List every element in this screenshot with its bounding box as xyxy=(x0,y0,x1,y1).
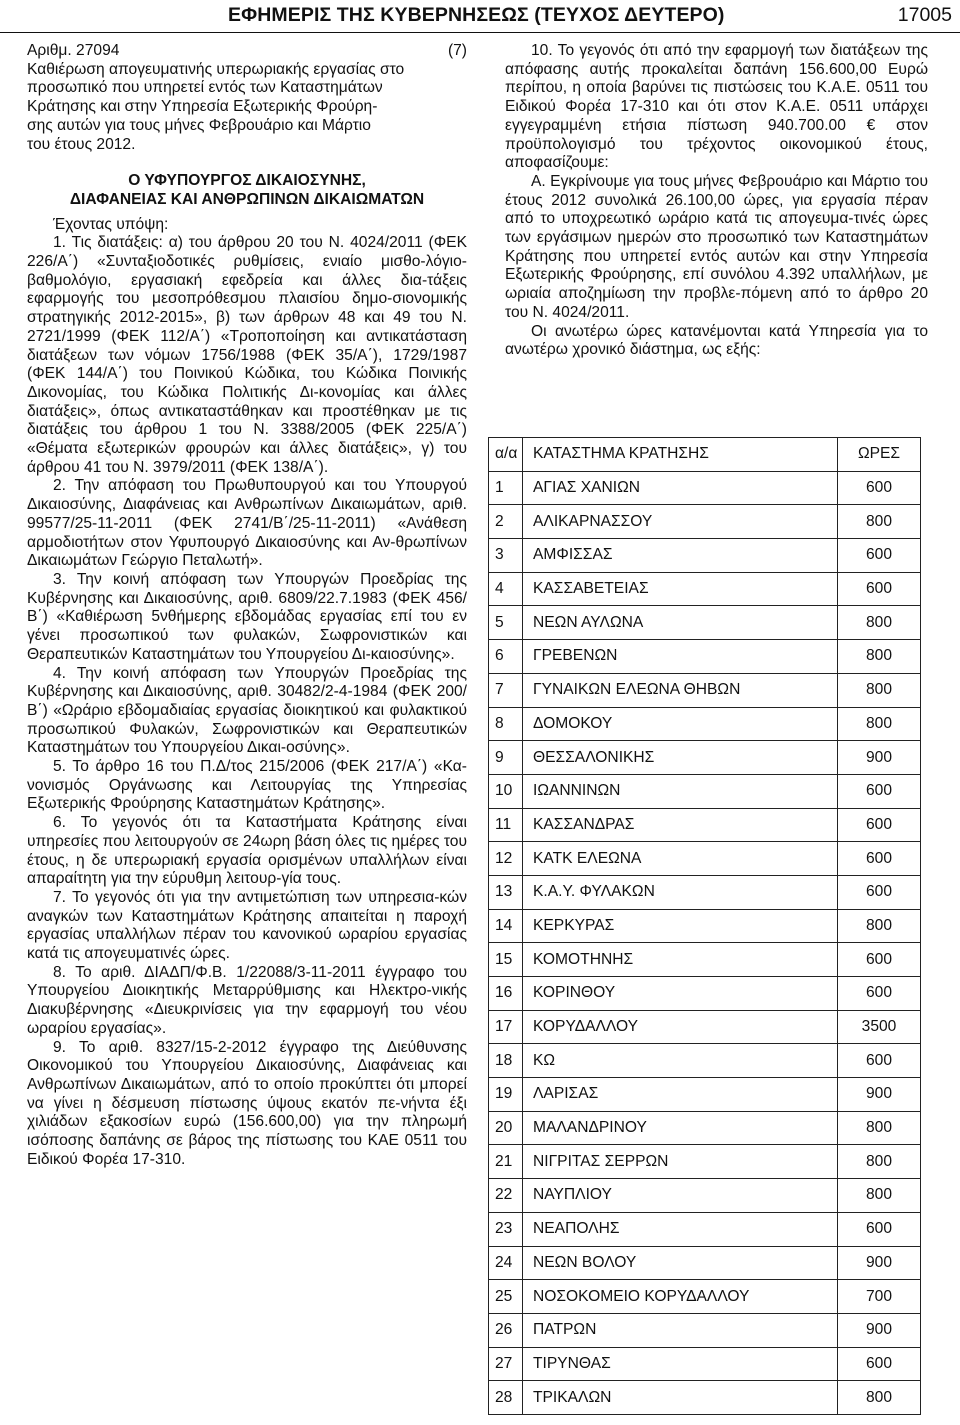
title-line: σης αυτών για τους μήνες Φεβρουάριο και Μάρτιο xyxy=(27,116,371,134)
title-line: του έτους 2012. xyxy=(27,135,136,153)
row-index-cell: 26 xyxy=(489,1313,523,1347)
decision-ref: (7) xyxy=(447,42,467,59)
table-row xyxy=(489,673,921,707)
paragraph: Οι ανωτέρω ώρες κατανέμονται κατά Υπηρεσία για το ανωτέρω χρονικό διάστημα, ως εξής: xyxy=(505,322,928,359)
detention-hours-table xyxy=(488,437,921,1415)
title-line: προσωπικό που υπηρετεί εντός των Καταστημάτων xyxy=(27,79,383,97)
row-hours-cell: 600 xyxy=(838,808,921,842)
table-row xyxy=(489,875,921,909)
table-row xyxy=(489,1044,921,1078)
table-row xyxy=(489,1246,921,1280)
table-row xyxy=(489,741,921,775)
table-row xyxy=(489,606,921,640)
row-hours-cell: 900 xyxy=(838,741,921,775)
row-index-cell: 17 xyxy=(489,1010,523,1044)
left-column xyxy=(27,42,467,1169)
decision-heading xyxy=(27,42,467,61)
row-index-cell: 9 xyxy=(489,741,523,775)
row-store-cell: ΑΓΙΑΣ ΧΑΝΙΩΝ xyxy=(523,471,838,505)
row-hours-cell: 800 xyxy=(838,1381,921,1415)
table-row xyxy=(489,774,921,808)
gazette-title: ΕΦΗΜΕΡΙΣ ΤΗΣ ΚΥΒΕΡΝΗΣΕΩΣ (ΤΕΥΧΟΣ ΔΕΥΤΕΡΟ) xyxy=(228,4,725,26)
paragraph: 6. Το γεγονός ότι τα Καταστήματα Κράτησης είναι υπηρεσίες που λειτουργούν σε 24ωρη βάση όλες τις ημέρες του έτους, η δε υπερωριακή εργασία ορισμένων υπαλλήλων είναι απαραίτητη για την εύρυθμη λειτουρ-γία τους. xyxy=(27,814,467,888)
row-index-cell: 2 xyxy=(489,505,523,539)
table-row xyxy=(489,1313,921,1347)
paragraph: 5. Το άρθρο 16 του Π.Δ/τος 215/2006 (ΦΕΚ 217/Α΄) «Κα-νονισμός Οργάνωσης και Λειτουργίας της Υπηρεσίας Εξωτερικής Φρούρησης Καταστημάτων Κράτησης». xyxy=(27,758,467,813)
row-index-cell: 14 xyxy=(489,909,523,943)
row-hours-cell: 800 xyxy=(838,640,921,674)
row-index-cell: 21 xyxy=(489,1145,523,1179)
row-hours-cell: 600 xyxy=(838,539,921,573)
row-index-cell: 15 xyxy=(489,943,523,977)
table-row xyxy=(489,1280,921,1314)
table-row xyxy=(489,808,921,842)
row-hours-cell: 600 xyxy=(838,572,921,606)
title-line: Καθιέρωση απογευματινής υπερωριακής εργασίας στο xyxy=(27,60,405,78)
paragraph: 3. Την κοινή απόφαση των Υπουργών Προεδρίας της Κυβέρνησης και Δικαιοσύνης, αριθ. 6809/22.7.1983 (ΦΕΚ 456/Β΄) «Καθιέρωση 5νθήμερης εβδομάδας εργασίας επί του εν γένει προσωπικού των φυλακών, Σωφρονιστικών και Θεραπευτικών Καταστημάτων του Υπουργείου Δι-καιοσύνης». xyxy=(27,570,467,663)
title-line: Κράτησης και στην Υπηρεσία Εξωτερικής Φρούρη- xyxy=(27,98,378,116)
row-hours-cell: 800 xyxy=(838,673,921,707)
row-store-cell: ΚΩ xyxy=(523,1044,838,1078)
page-header xyxy=(0,0,960,31)
row-hours-cell: 600 xyxy=(838,842,921,876)
row-store-cell: ΝΟΣΟΚΟΜΕΙΟ ΚΟΡΥΔΑΛΛΟΥ xyxy=(523,1280,838,1314)
row-store-cell: ΓΥΝΑΙΚΩΝ ΕΛΕΩΝΑ ΘΗΒΩΝ xyxy=(523,673,838,707)
row-store-cell: ΤΙΡΥΝΘΑΣ xyxy=(523,1347,838,1381)
row-hours-cell: 800 xyxy=(838,1179,921,1213)
row-hours-cell: 800 xyxy=(838,1145,921,1179)
table-row xyxy=(489,1212,921,1246)
row-store-cell: ΓΡΕΒΕΝΩΝ xyxy=(523,640,838,674)
row-index-cell: 12 xyxy=(489,842,523,876)
table-row xyxy=(489,1145,921,1179)
row-index-cell: 7 xyxy=(489,673,523,707)
row-index-cell: 19 xyxy=(489,1078,523,1112)
row-index-cell: 24 xyxy=(489,1246,523,1280)
table-row xyxy=(489,1010,921,1044)
table-row xyxy=(489,471,921,505)
row-store-cell: ΝΕΑΠΟΛΗΣ xyxy=(523,1212,838,1246)
row-store-cell: ΠΑΤΡΩΝ xyxy=(523,1313,838,1347)
row-hours-cell: 700 xyxy=(838,1280,921,1314)
row-index-cell: 20 xyxy=(489,1111,523,1145)
paragraph: 1. Τις διατάξεις: α) του άρθρου 20 του Ν. 4024/2011 (ΦΕΚ 226/Α΄) «Συνταξιοδοτικές ρυθμίσεις, ενιαίο μισθο-λόγιο-βαθμολόγιο, εργασιακή εφεδρεία και άλλες δια-τάξεις εφαρμογής του μεσοπρόθεσμου πλαισίου δημο-σιονομικής στρατηγικής 2012-2015», β) των άρθρων 48 και 49 του Ν. 2721/1999 (ΦΕΚ 112/Α΄) «Τροποποίηση και αντικατάσταση διατάξεων των νόμων 1756/1988 (ΦΕΚ 35/Α΄), 1729/1987 (ΦΕΚ 144/Α΄) του Ποινικού Κώδικα, του Κώδικα Ποινικής Δικονομίας, του Κώδικα Πολιτικής Δι-κονομίας και άλλες διατάξεις», όπως αντικαταστάθηκαν και προστέθηκαν με τις διατάξεις του άρθρου 1 του Ν. 3388/2005 (ΦΕΚ 225/Α΄) «Θέματα εξωτερικών φρουρών και άλλες διατάξεις», γ) του άρθρου 41 του Ν. 3979/2011 (ΦΕΚ 138/Α΄). xyxy=(27,234,467,476)
table-row xyxy=(489,1347,921,1381)
row-store-cell: ΝΑΥΠΛΙΟΥ xyxy=(523,1179,838,1213)
table-row xyxy=(489,1381,921,1415)
row-store-cell: ΛΑΡΙΣΑΣ xyxy=(523,1078,838,1112)
table-row xyxy=(489,909,921,943)
row-index-cell: 22 xyxy=(489,1179,523,1213)
minister-heading-1: Ο ΥΦΥΠΟΥΡΓΟΣ ΔΙΚΑΙΟΣΥΝΗΣ, xyxy=(128,172,366,190)
table-header-row xyxy=(489,438,921,472)
row-store-cell: ΑΛΙΚΑΡΝΑΣΣΟΥ xyxy=(523,505,838,539)
row-hours-cell: 800 xyxy=(838,909,921,943)
paragraph: 4. Την κοινή απόφαση των Υπουργών Προεδρίας της Κυβέρνησης και Δικαιοσύνης, αριθ. 30482/2-4-1984 (ΦΕΚ 200/Β΄) «Ωράριο εβδομαδιαίας εργασίας διοικητικού και φυλακτικού προσωπικού Φυλακών, Σωφρονιστικών και Θεραπευτικών Καταστημάτων του Υπουργείου Δικαι-οσύνης». xyxy=(27,664,467,757)
header-cell-store: ΚΑΤΑΣΤΗΜΑ ΚΡΑΤΗΣΗΣ xyxy=(523,438,838,472)
row-hours-cell: 900 xyxy=(838,1078,921,1112)
row-index-cell: 10 xyxy=(489,774,523,808)
paragraph: 8. Το αριθ. ΔΙΑΔΠ/Φ.Β. 1/22088/3-11-2011 έγγραφο του Υπουργείου Διοικητικής Μεταρρύθμισης και Ηλεκτρο-νικής Διακυβέρνησης «Διευκρινίσεις για την εφαρμογή του νέου ωραρίου εργασίας». xyxy=(27,963,467,1037)
row-index-cell: 4 xyxy=(489,572,523,606)
row-store-cell: ΘΕΣΣΑΛΟΝΙΚΗΣ xyxy=(523,741,838,775)
row-index-cell: 1 xyxy=(489,471,523,505)
row-index-cell: 28 xyxy=(489,1381,523,1415)
row-hours-cell: 600 xyxy=(838,875,921,909)
row-index-cell: 13 xyxy=(489,875,523,909)
row-store-cell: ΚΑΣΣΑΒΕΤΕΙΑΣ xyxy=(523,572,838,606)
row-hours-cell: 600 xyxy=(838,471,921,505)
row-hours-cell: 600 xyxy=(838,774,921,808)
right-column xyxy=(505,42,928,360)
header-cell-hours: ΩΡΕΣ xyxy=(838,438,921,472)
header-cell-index: α/α xyxy=(489,438,523,472)
minister-heading-2: ΔΙΑΦΑΝΕΙΑΣ ΚΑΙ ΑΝΘΡΩΠΙΝΩΝ ΔΙΚΑΙΩΜΑΤΩΝ xyxy=(69,190,425,208)
row-store-cell: ΚΟΜΟΤΗΝΗΣ xyxy=(523,943,838,977)
row-store-cell: Κ.Α.Υ. ΦΥΛΑΚΩΝ xyxy=(523,875,838,909)
header-rule xyxy=(0,32,960,33)
row-store-cell: ΚΟΡΥΔΑΛΛΟΥ xyxy=(523,1010,838,1044)
table-row xyxy=(489,572,921,606)
row-hours-cell: 600 xyxy=(838,1044,921,1078)
having-regard: Έχοντας υπόψη: xyxy=(53,215,169,233)
row-hours-cell: 600 xyxy=(838,977,921,1011)
table-row xyxy=(489,943,921,977)
paragraph: 9. Το αριθ. 8327/15-2-2012 έγγραφο της Διεύθυνσης Οικονομικού του Υπουργείου Δικαιοσύνης, Διαφάνειας και Ανθρωπίνων Δικαιωμάτων, από το οποίο προκύπτει ότι μπορεί να γίνει η δέσμευση πίστωσης ύψους εκατόν πε-νήντα έξι χιλιάδων εξακοσίων ευρώ (156.600,00) για την πληρωμή ισόποσης δαπάνης σε βάρος της πίστωσης του ΚΑΕ 0511 του Ειδικού Φορέα 17-310. xyxy=(27,1038,467,1168)
row-index-cell: 18 xyxy=(489,1044,523,1078)
row-index-cell: 27 xyxy=(489,1347,523,1381)
row-hours-cell: 600 xyxy=(838,943,921,977)
table-row xyxy=(489,539,921,573)
row-store-cell: ΙΩΑΝΝΙΝΩΝ xyxy=(523,774,838,808)
table-body xyxy=(489,438,921,1415)
row-store-cell: ΤΡΙΚΑΛΩΝ xyxy=(523,1381,838,1415)
table-row xyxy=(489,977,921,1011)
row-index-cell: 3 xyxy=(489,539,523,573)
row-hours-cell: 3500 xyxy=(838,1010,921,1044)
decision-number: Αριθμ. 27094 xyxy=(27,42,120,59)
row-index-cell: 16 xyxy=(489,977,523,1011)
row-hours-cell: 900 xyxy=(838,1313,921,1347)
row-hours-cell: 800 xyxy=(838,1111,921,1145)
row-store-cell: ΝΕΩΝ ΒΟΛΟΥ xyxy=(523,1246,838,1280)
table-row xyxy=(489,842,921,876)
table-row xyxy=(489,1179,921,1213)
row-index-cell: 5 xyxy=(489,606,523,640)
table-row xyxy=(489,707,921,741)
row-index-cell: 25 xyxy=(489,1280,523,1314)
row-hours-cell: 800 xyxy=(838,606,921,640)
row-hours-cell: 900 xyxy=(838,1246,921,1280)
row-store-cell: ΚΑΤΚ ΕΛΕΩΝΑ xyxy=(523,842,838,876)
paragraph: 7. Το γεγονός ότι για την αντιμετώπιση των υπηρεσια-κών αναγκών των Καταστημάτων Κράτησης απαιτείται η παροχή εργασίας υπαλλήλων πέραν του κανονικού ωραρίου εργασίας κατά τις απογευματινές ώρες. xyxy=(27,888,467,963)
paragraph: 10. Το γεγονός ότι από την εφαρμογή των διατάξεων της απόφασης αυτής προκαλείται δαπάνη 156.600,00 Ευρώ περίπου, η οποία βαρύνει τις πιστώσεις του Κ.Α.Ε. 0511 του Ειδικού Φορέα 17-310 και ότι στον Κ.Α.Ε. 0511 υπάρχει εγγεγραμμένη ετήσια πίστωση 940.700.00 € στον προϋπολογισμό του τρέχοντος οικονομικού έτους, αποφασίζουμε: xyxy=(505,42,928,172)
page-number: 17005 xyxy=(897,4,952,26)
table-row xyxy=(489,505,921,539)
table-row xyxy=(489,1078,921,1112)
row-index-cell: 11 xyxy=(489,808,523,842)
row-store-cell: ΔΟΜΟΚΟΥ xyxy=(523,707,838,741)
paragraph: Α. Εγκρίνουμε για τους μήνες Φεβρουάριο και Μάρτιο του έτους 2012 συνολικά 26.100,00 ώρες, για εργασία πέραν από το υποχρεωτικό ωράριο κατά τις απογευμα-τινές ώρες των εργάσιμων ημερών στο προσωπικό των Καταστημάτων Κράτησης που υπηρετεί εντός αυτών και στην Υπηρεσία Εξωτερικής Φρούρησης, επί συνόλου 4.392 υπαλλήλων, με ωριαία αποζημίωση την προβλε-πόμενη από το άρθρο 20 του Ν. 4024/2011. xyxy=(505,172,928,321)
row-hours-cell: 600 xyxy=(838,1212,921,1246)
row-store-cell: ΝΕΩΝ ΑΥΛΩΝΑ xyxy=(523,606,838,640)
row-hours-cell: 600 xyxy=(838,1347,921,1381)
row-hours-cell: 800 xyxy=(838,707,921,741)
table-row xyxy=(489,640,921,674)
row-index-cell: 8 xyxy=(489,707,523,741)
decision-title xyxy=(27,61,467,155)
row-store-cell: ΝΙΓΡΙΤΑΣ ΣΕΡΡΩΝ xyxy=(523,1145,838,1179)
paragraph: 2. Την απόφαση του Πρωθυπουργού και του Υπουργού Δικαιοσύνης, Διαφάνειας και Ανθρωπίνων Δικαιωμάτων, αριθ. 99577/25-11-2011 (ΦΕΚ 2741/Β΄/25-11-2011) «Ανάθεση αρμοδιοτήτων στον Υφυπουργό Δικαιοσύνης και Αν-θρωπίνων Δικαιωμάτων Γεώργιο Πεταλωτή». xyxy=(27,477,467,570)
table-row xyxy=(489,1111,921,1145)
row-store-cell: ΜΑΛΑΝΔΡΙΝΟΥ xyxy=(523,1111,838,1145)
row-store-cell: ΚΕΡΚΥΡΑΣ xyxy=(523,909,838,943)
row-store-cell: ΑΜΦΙΣΣΑΣ xyxy=(523,539,838,573)
row-index-cell: 23 xyxy=(489,1212,523,1246)
row-index-cell: 6 xyxy=(489,640,523,674)
row-store-cell: ΚΟΡΙΝΘΟΥ xyxy=(523,977,838,1011)
row-store-cell: ΚΑΣΣΑΝΔΡΑΣ xyxy=(523,808,838,842)
row-hours-cell: 800 xyxy=(838,505,921,539)
